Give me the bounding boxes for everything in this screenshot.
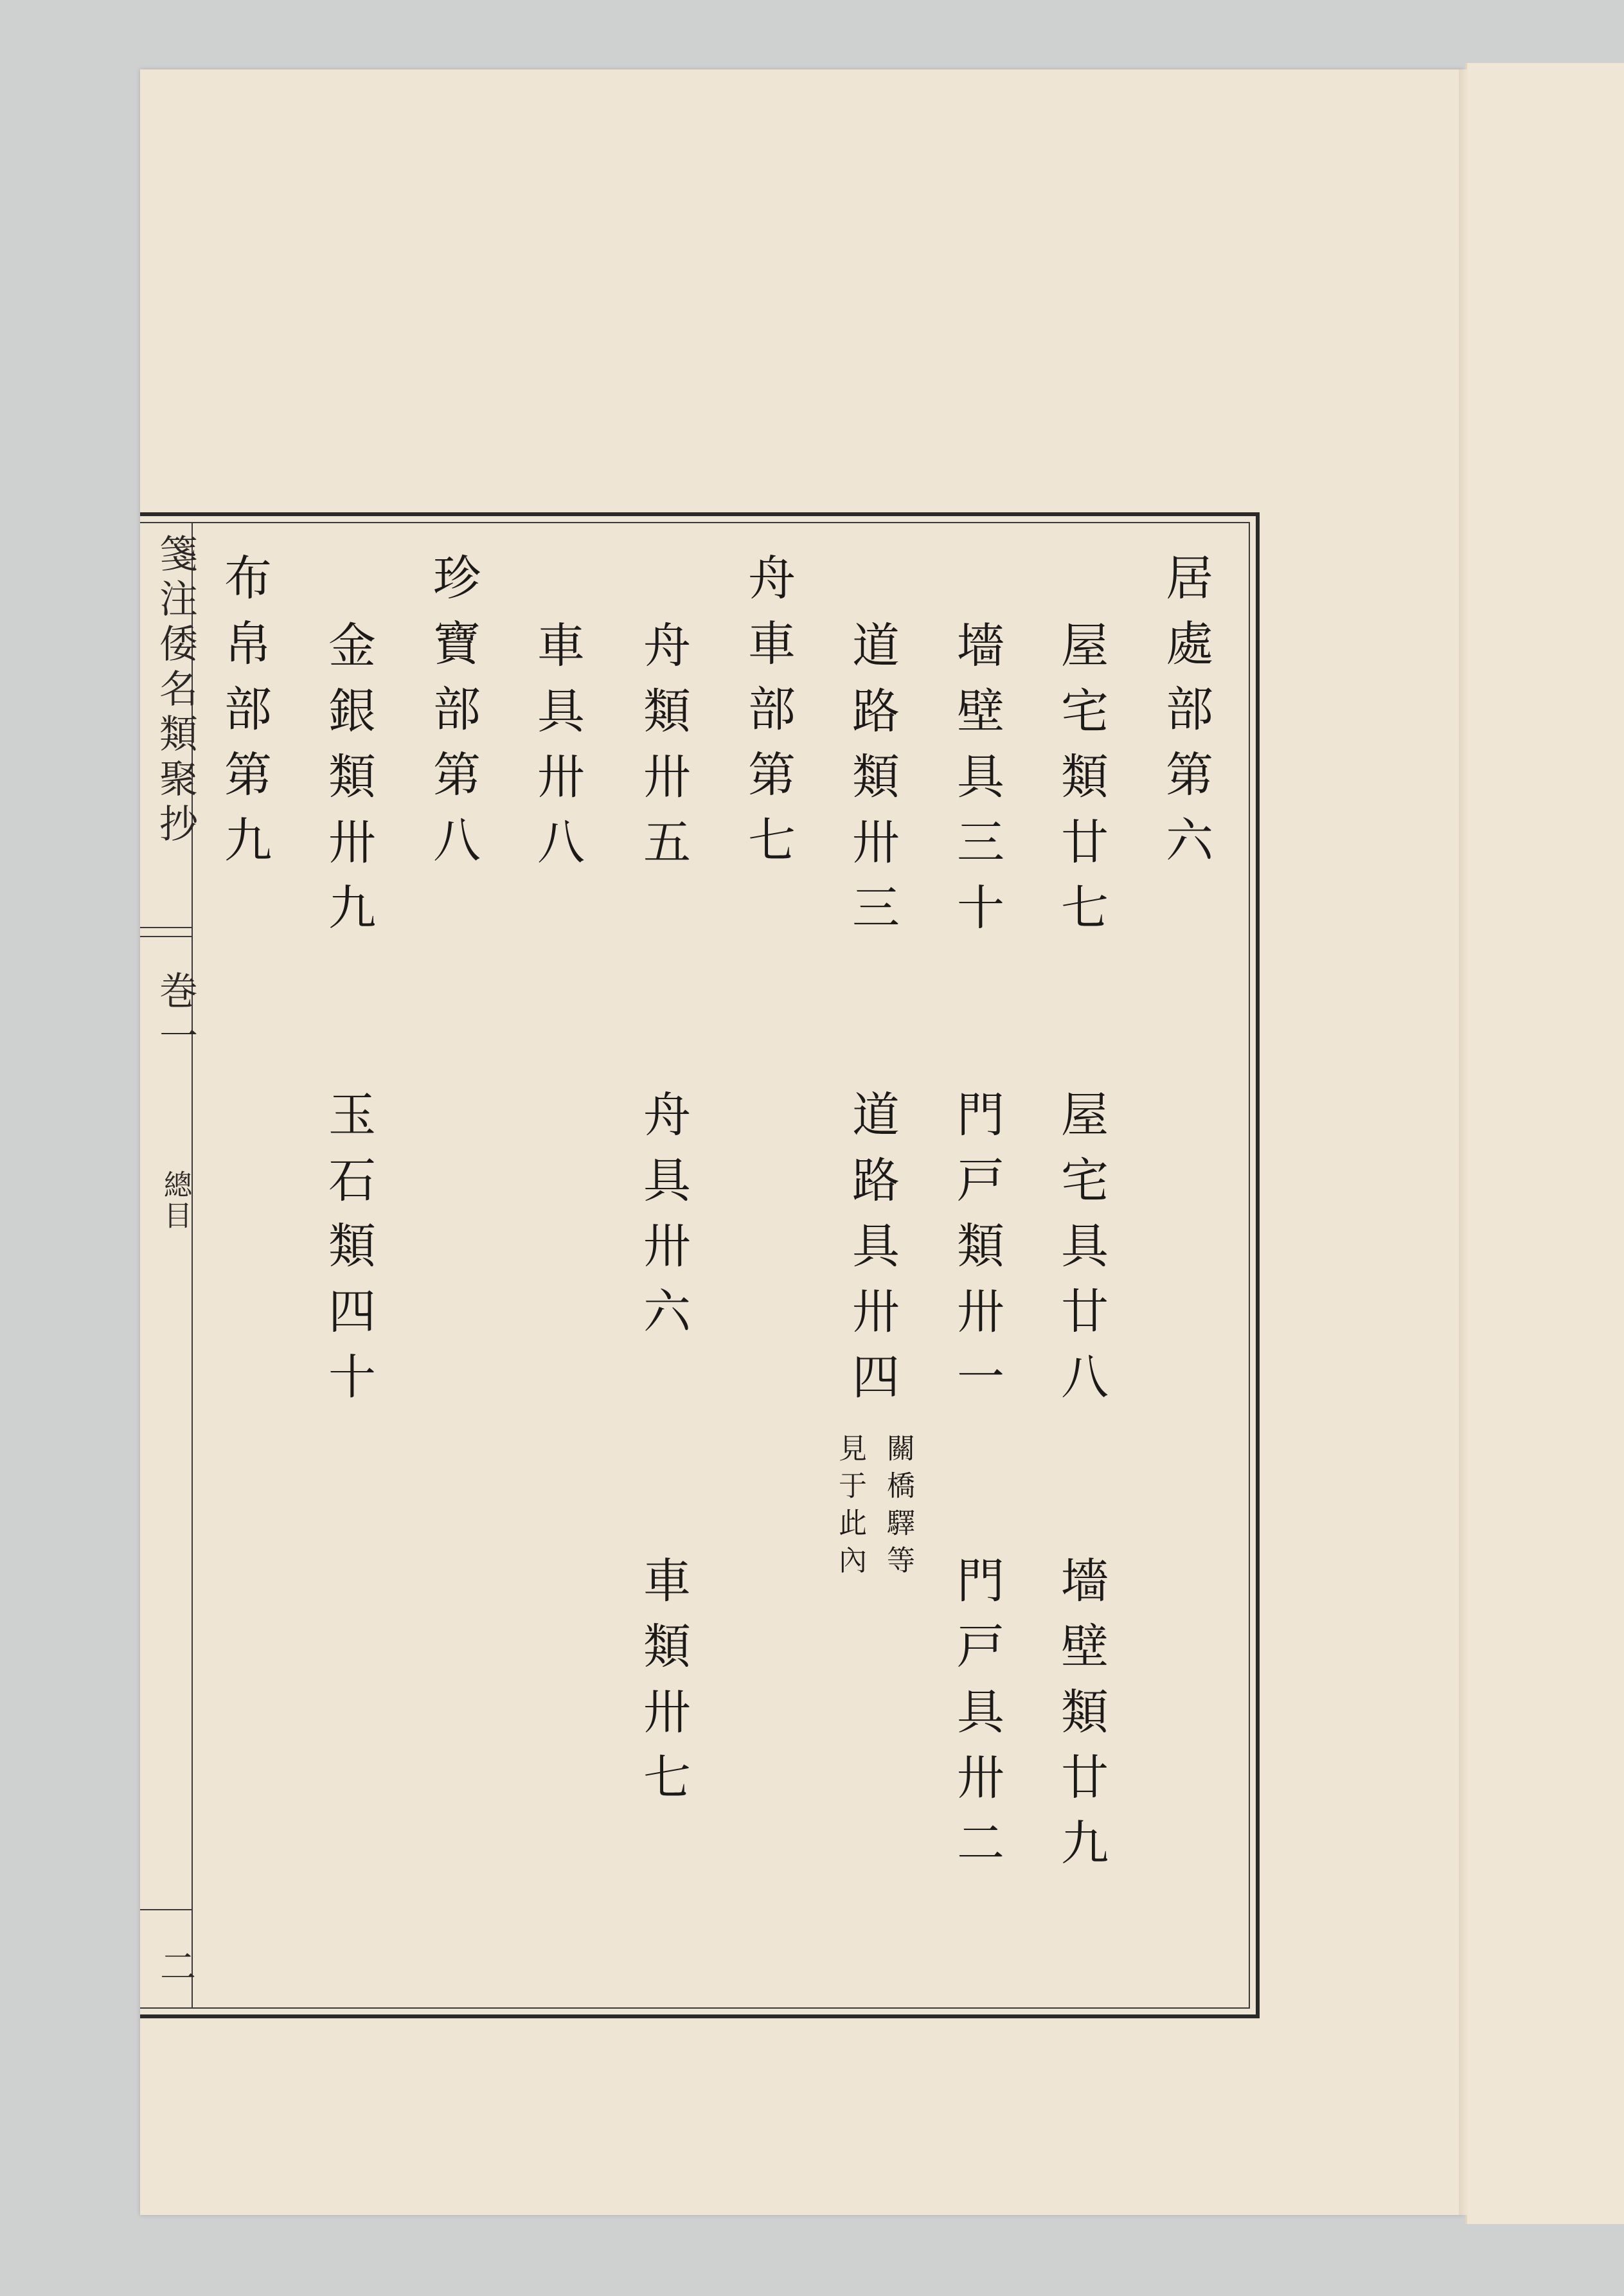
entry: 舟類卅五 — [636, 620, 691, 883]
book-title: 箋注倭名類聚抄 — [153, 534, 198, 848]
section-label: 總目 — [159, 1170, 192, 1232]
category-heading: 舟車部第七 — [740, 553, 796, 881]
entry: 舟具卅六 — [636, 1090, 691, 1352]
entry: 道路類卅三 — [844, 620, 900, 948]
entry: 屋宅具廿八 — [1053, 1090, 1109, 1417]
page-fold — [1459, 69, 1470, 2215]
entry: 金銀類卅九 — [321, 620, 376, 948]
page-number: 二 — [154, 1948, 196, 1984]
entry: 墻壁具三十 — [949, 620, 1004, 948]
margin-divider — [140, 936, 192, 937]
entry: 車類卅七 — [636, 1556, 691, 1818]
category-heading: 珍寶部第八 — [425, 553, 481, 881]
entry: 墻壁類廿九 — [1053, 1556, 1109, 1883]
category-heading: 居處部第六 — [1158, 553, 1213, 881]
margin-header — [140, 534, 198, 1999]
entry: 門戸具卅二 — [949, 1556, 1004, 1883]
margin-divider — [140, 927, 192, 928]
entry: 門戸類卅一 — [949, 1090, 1004, 1417]
margin-divider — [140, 1909, 192, 1910]
annotation-note: 見于此內 — [834, 1433, 866, 1583]
entry: 道路具卅四 — [844, 1090, 900, 1417]
entry: 屋宅類廿七 — [1053, 620, 1109, 948]
entry: 車具卅八 — [530, 620, 585, 883]
annotation-note: 關橋驛等 — [882, 1433, 915, 1583]
facing-page — [1465, 63, 1624, 2224]
volume-label: 巻一 — [153, 971, 198, 1061]
category-heading: 布帛部第九 — [217, 553, 272, 881]
entry: 玉石類四十 — [321, 1090, 376, 1417]
